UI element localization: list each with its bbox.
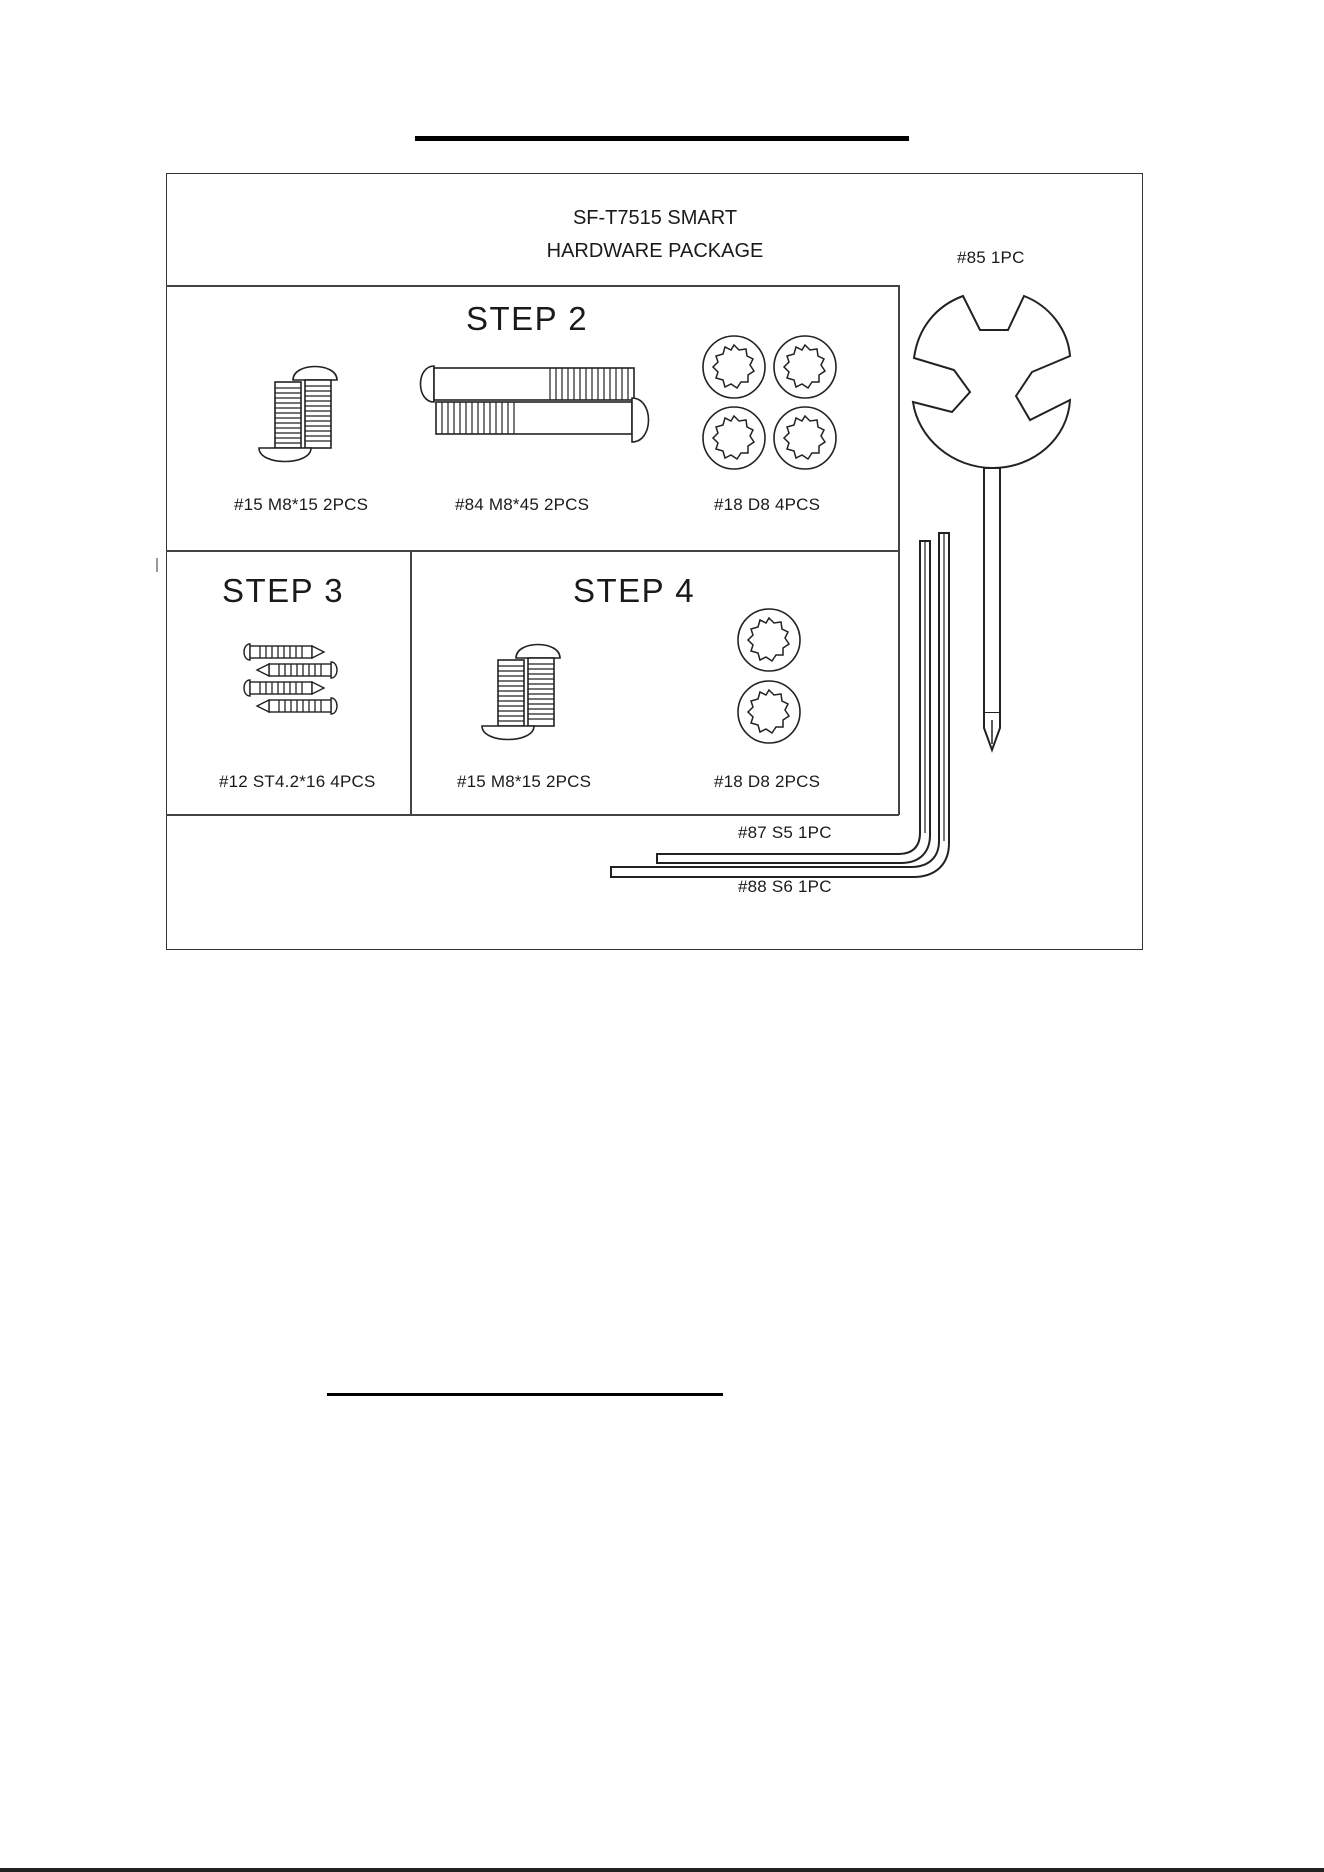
margin-tick — [156, 558, 158, 572]
step2-heading: STEP 2 — [466, 300, 589, 337]
top-rule — [415, 136, 909, 141]
step4-heading: STEP 4 — [573, 572, 696, 609]
package-title-line1: SF-T7515 SMART — [572, 207, 738, 229]
step4-washer-label: #18 D8 2PCS — [714, 772, 821, 791]
lock-washer-icon — [698, 333, 840, 475]
step2-long-bolt-label: #84 M8*45 2PCS — [455, 495, 590, 514]
panel-divider-step3-step4 — [410, 550, 412, 815]
lower-rule — [327, 1393, 723, 1396]
panel-divider-top — [166, 285, 899, 287]
long-bolt-icon — [410, 350, 650, 450]
wrench-tool-label: #85 1PC — [957, 248, 1025, 267]
step2-bolt-label: #15 M8*15 2PCS — [234, 495, 369, 514]
screw-icon — [238, 638, 343, 723]
bolt-icon — [478, 628, 578, 748]
step3-screw-label: #12 ST4.2*16 4PCS — [219, 772, 376, 791]
step3-heading: STEP 3 — [222, 572, 345, 609]
step2-washer-label: #18 D8 4PCS — [714, 495, 821, 514]
page-bottom-edge — [0, 1868, 1324, 1872]
package-title-line2: HARDWARE PACKAGE — [546, 240, 764, 262]
step4-bolt-label: #15 M8*15 2PCS — [457, 772, 592, 791]
bolt-icon — [255, 350, 355, 470]
allen-key-s5-label: #87 S5 1PC — [738, 823, 832, 842]
allen-key-s6-label: #88 S6 1PC — [738, 877, 832, 896]
